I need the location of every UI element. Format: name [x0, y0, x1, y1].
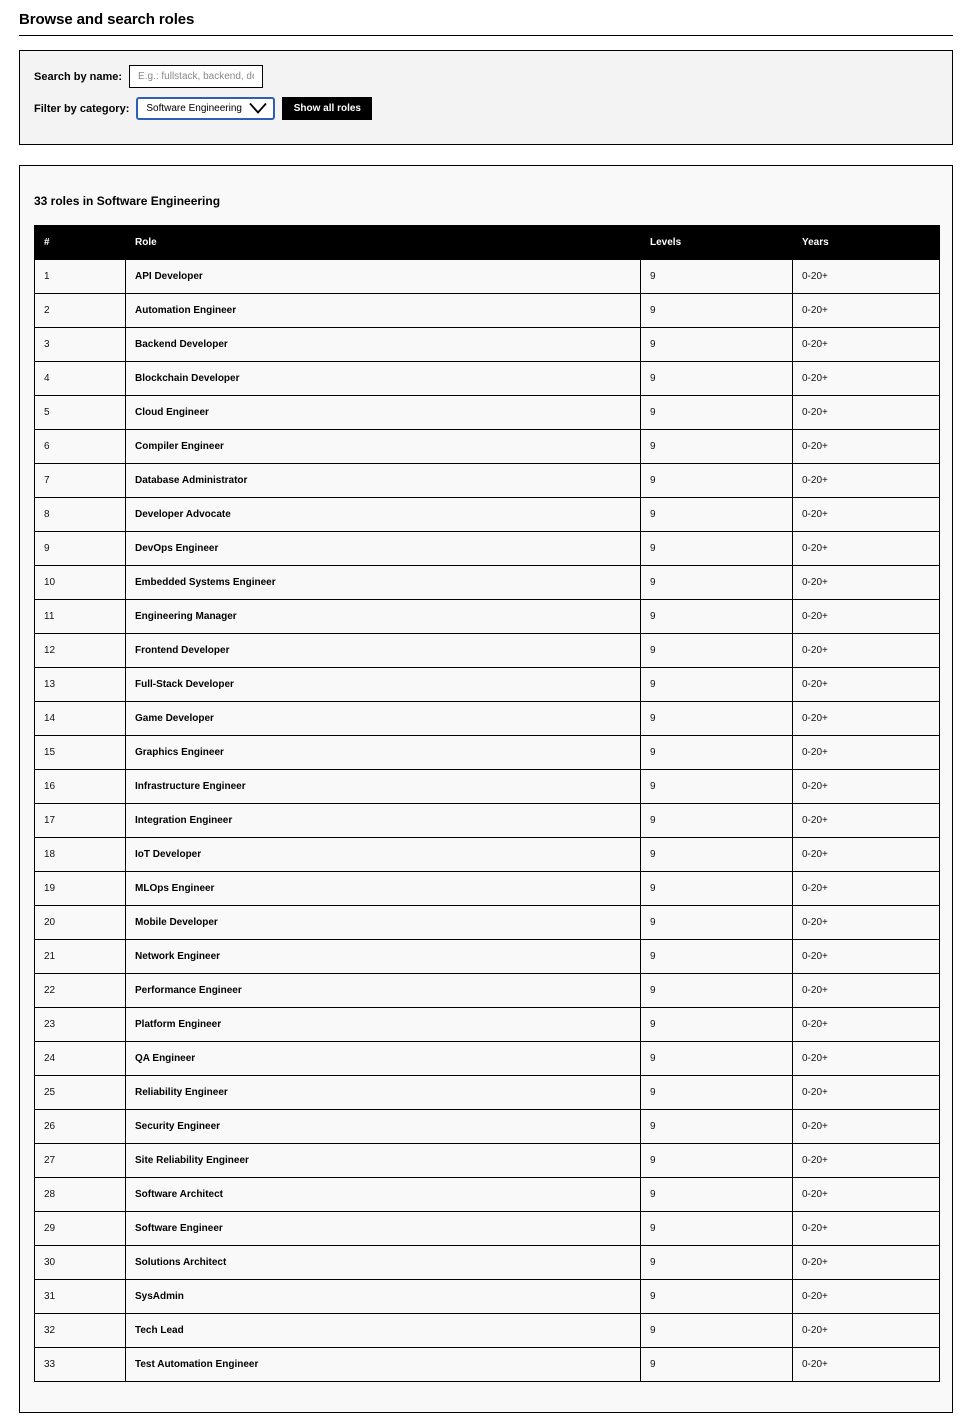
table-row[interactable]: [35, 1280, 940, 1314]
table-row[interactable]: [35, 770, 940, 804]
role-levels: 9: [641, 1348, 793, 1382]
role-levels: 9: [641, 498, 793, 532]
role-years: 0-20+: [793, 872, 940, 906]
role-levels: 9: [641, 600, 793, 634]
role-levels: 9: [641, 566, 793, 600]
role-name[interactable]: Software Engineer: [126, 1212, 641, 1246]
table-row[interactable]: [35, 260, 940, 294]
roles-table: [34, 225, 940, 1382]
row-number: 15: [35, 736, 126, 770]
row-number: 27: [35, 1144, 126, 1178]
category-label: Filter by category:: [34, 102, 130, 115]
role-levels: 9: [641, 668, 793, 702]
role-name[interactable]: Developer Advocate: [126, 498, 641, 532]
table-row[interactable]: [35, 702, 940, 736]
table-row[interactable]: [35, 1042, 940, 1076]
table-row[interactable]: [35, 634, 940, 668]
role-levels: 9: [641, 1042, 793, 1076]
row-number: 2: [35, 294, 126, 328]
role-years: 0-20+: [793, 328, 940, 362]
role-years: 0-20+: [793, 906, 940, 940]
table-header-row: [35, 226, 940, 260]
role-name[interactable]: Tech Lead: [126, 1314, 641, 1348]
role-name[interactable]: Integration Engineer: [126, 804, 641, 838]
row-number: 11: [35, 600, 126, 634]
role-name[interactable]: DevOps Engineer: [126, 532, 641, 566]
role-name[interactable]: Compiler Engineer: [126, 430, 641, 464]
column-header-years[interactable]: Years: [793, 226, 940, 260]
table-row[interactable]: [35, 430, 940, 464]
search-input[interactable]: [129, 65, 263, 88]
role-years: 0-20+: [793, 362, 940, 396]
role-name[interactable]: Mobile Developer: [126, 906, 641, 940]
table-row[interactable]: [35, 396, 940, 430]
role-name[interactable]: API Developer: [126, 260, 641, 294]
role-name[interactable]: Reliability Engineer: [126, 1076, 641, 1110]
role-levels: 9: [641, 1212, 793, 1246]
role-years: 0-20+: [793, 1246, 940, 1280]
role-years: 0-20+: [793, 1212, 940, 1246]
table-row[interactable]: [35, 1008, 940, 1042]
table-row[interactable]: [35, 940, 940, 974]
row-number: 1: [35, 260, 126, 294]
role-levels: 9: [641, 702, 793, 736]
role-name[interactable]: Test Automation Engineer: [126, 1348, 641, 1382]
column-header-number[interactable]: #: [35, 226, 126, 260]
role-years: 0-20+: [793, 430, 940, 464]
role-levels: 9: [641, 328, 793, 362]
role-levels: 9: [641, 736, 793, 770]
row-number: 3: [35, 328, 126, 362]
role-levels: 9: [641, 396, 793, 430]
role-levels: 9: [641, 906, 793, 940]
results-count-heading: 33 roles in Software Engineering: [34, 194, 221, 208]
row-number: 23: [35, 1008, 126, 1042]
row-number: 4: [35, 362, 126, 396]
role-years: 0-20+: [793, 702, 940, 736]
table-row[interactable]: [35, 872, 940, 906]
role-levels: 9: [641, 430, 793, 464]
role-name[interactable]: Full-Stack Developer: [126, 668, 641, 702]
role-levels: 9: [641, 532, 793, 566]
role-levels: 9: [641, 770, 793, 804]
role-levels: 9: [641, 804, 793, 838]
row-number: 21: [35, 940, 126, 974]
role-name[interactable]: QA Engineer: [126, 1042, 641, 1076]
column-header-role[interactable]: Role: [126, 226, 641, 260]
role-years: 0-20+: [793, 940, 940, 974]
table-row[interactable]: [35, 498, 940, 532]
role-years: 0-20+: [793, 1042, 940, 1076]
role-levels: 9: [641, 838, 793, 872]
table-row[interactable]: [35, 736, 940, 770]
role-years: 0-20+: [793, 668, 940, 702]
role-levels: 9: [641, 362, 793, 396]
role-years: 0-20+: [793, 396, 940, 430]
role-levels: 9: [641, 464, 793, 498]
table-row[interactable]: [35, 1144, 940, 1178]
role-years: 0-20+: [793, 634, 940, 668]
role-years: 0-20+: [793, 1110, 940, 1144]
role-name[interactable]: Network Engineer: [126, 940, 641, 974]
filter-panel: [19, 50, 953, 145]
category-select-value: Software Engineering: [146, 103, 242, 114]
row-number: 20: [35, 906, 126, 940]
page-title: Browse and search roles: [19, 11, 195, 28]
row-number: 22: [35, 974, 126, 1008]
row-number: 19: [35, 872, 126, 906]
search-row: [34, 65, 263, 88]
role-name[interactable]: Embedded Systems Engineer: [126, 566, 641, 600]
row-number: 12: [35, 634, 126, 668]
role-name[interactable]: Cloud Engineer: [126, 396, 641, 430]
role-name[interactable]: Infrastructure Engineer: [126, 770, 641, 804]
role-levels: 9: [641, 634, 793, 668]
row-number: 7: [35, 464, 126, 498]
roles-table-body: [35, 260, 940, 1382]
role-years: 0-20+: [793, 566, 940, 600]
role-years: 0-20+: [793, 498, 940, 532]
role-name[interactable]: Frontend Developer: [126, 634, 641, 668]
table-row[interactable]: [35, 1178, 940, 1212]
role-levels: 9: [641, 294, 793, 328]
role-name[interactable]: Blockchain Developer: [126, 362, 641, 396]
role-years: 0-20+: [793, 804, 940, 838]
role-levels: 9: [641, 940, 793, 974]
table-row[interactable]: [35, 1246, 940, 1280]
table-row[interactable]: [35, 668, 940, 702]
row-number: 10: [35, 566, 126, 600]
table-row[interactable]: [35, 566, 940, 600]
row-number: 9: [35, 532, 126, 566]
table-row[interactable]: [35, 600, 940, 634]
row-number: 13: [35, 668, 126, 702]
role-name[interactable]: IoT Developer: [126, 838, 641, 872]
role-levels: 9: [641, 1076, 793, 1110]
row-number: 8: [35, 498, 126, 532]
role-years: 0-20+: [793, 1076, 940, 1110]
row-number: 18: [35, 838, 126, 872]
row-number: 33: [35, 1348, 126, 1382]
category-row: [34, 97, 372, 120]
role-years: 0-20+: [793, 600, 940, 634]
search-label: Search by name:: [34, 70, 123, 83]
table-row[interactable]: [35, 1314, 940, 1348]
role-name[interactable]: Backend Developer: [126, 328, 641, 362]
table-row[interactable]: [35, 1212, 940, 1246]
role-levels: 9: [641, 1144, 793, 1178]
table-row[interactable]: [35, 362, 940, 396]
role-years: 0-20+: [793, 838, 940, 872]
row-number: 31: [35, 1280, 126, 1314]
role-levels: 9: [641, 872, 793, 906]
role-name[interactable]: Game Developer: [126, 702, 641, 736]
role-name[interactable]: Database Administrator: [126, 464, 641, 498]
table-row[interactable]: [35, 328, 940, 362]
role-years: 0-20+: [793, 464, 940, 498]
table-row[interactable]: [35, 1076, 940, 1110]
role-levels: 9: [641, 1008, 793, 1042]
row-number: 32: [35, 1314, 126, 1348]
role-years: 0-20+: [793, 736, 940, 770]
row-number: 14: [35, 702, 126, 736]
role-levels: 9: [641, 1314, 793, 1348]
row-number: 17: [35, 804, 126, 838]
role-years: 0-20+: [793, 1144, 940, 1178]
role-levels: 9: [641, 1246, 793, 1280]
role-name[interactable]: MLOps Engineer: [126, 872, 641, 906]
role-name[interactable]: Engineering Manager: [126, 600, 641, 634]
role-name[interactable]: SysAdmin: [126, 1280, 641, 1314]
table-row[interactable]: [35, 532, 940, 566]
table-row[interactable]: [35, 838, 940, 872]
role-name[interactable]: Performance Engineer: [126, 974, 641, 1008]
table-row[interactable]: [35, 804, 940, 838]
role-years: 0-20+: [793, 294, 940, 328]
row-number: 16: [35, 770, 126, 804]
role-years: 0-20+: [793, 1178, 940, 1212]
role-years: 0-20+: [793, 260, 940, 294]
role-name[interactable]: Automation Engineer: [126, 294, 641, 328]
role-name[interactable]: Security Engineer: [126, 1110, 641, 1144]
table-row[interactable]: [35, 1348, 940, 1382]
role-years: 0-20+: [793, 770, 940, 804]
chevron-down-icon: [249, 102, 267, 114]
row-number: 28: [35, 1178, 126, 1212]
row-number: 30: [35, 1246, 126, 1280]
role-levels: 9: [641, 1110, 793, 1144]
role-years: 0-20+: [793, 532, 940, 566]
table-row[interactable]: [35, 974, 940, 1008]
role-years: 0-20+: [793, 1280, 940, 1314]
row-number: 24: [35, 1042, 126, 1076]
role-name[interactable]: Software Architect: [126, 1178, 641, 1212]
category-select[interactable]: [136, 97, 275, 120]
table-row[interactable]: [35, 906, 940, 940]
column-header-levels[interactable]: Levels: [641, 226, 793, 260]
table-row[interactable]: [35, 464, 940, 498]
role-years: 0-20+: [793, 1348, 940, 1382]
table-row[interactable]: [35, 294, 940, 328]
role-levels: 9: [641, 974, 793, 1008]
title-divider: [19, 35, 953, 36]
role-name[interactable]: Graphics Engineer: [126, 736, 641, 770]
row-number: 26: [35, 1110, 126, 1144]
row-number: 25: [35, 1076, 126, 1110]
row-number: 29: [35, 1212, 126, 1246]
table-row[interactable]: [35, 1110, 940, 1144]
role-levels: 9: [641, 1178, 793, 1212]
role-name[interactable]: Solutions Architect: [126, 1246, 641, 1280]
role-years: 0-20+: [793, 974, 940, 1008]
role-years: 0-20+: [793, 1314, 940, 1348]
role-years: 0-20+: [793, 1008, 940, 1042]
show-all-roles-button[interactable]: Show all roles: [282, 97, 372, 120]
role-name[interactable]: Platform Engineer: [126, 1008, 641, 1042]
role-levels: 9: [641, 1280, 793, 1314]
role-name[interactable]: Site Reliability Engineer: [126, 1144, 641, 1178]
row-number: 6: [35, 430, 126, 464]
results-panel: [19, 165, 953, 1413]
role-levels: 9: [641, 260, 793, 294]
row-number: 5: [35, 396, 126, 430]
